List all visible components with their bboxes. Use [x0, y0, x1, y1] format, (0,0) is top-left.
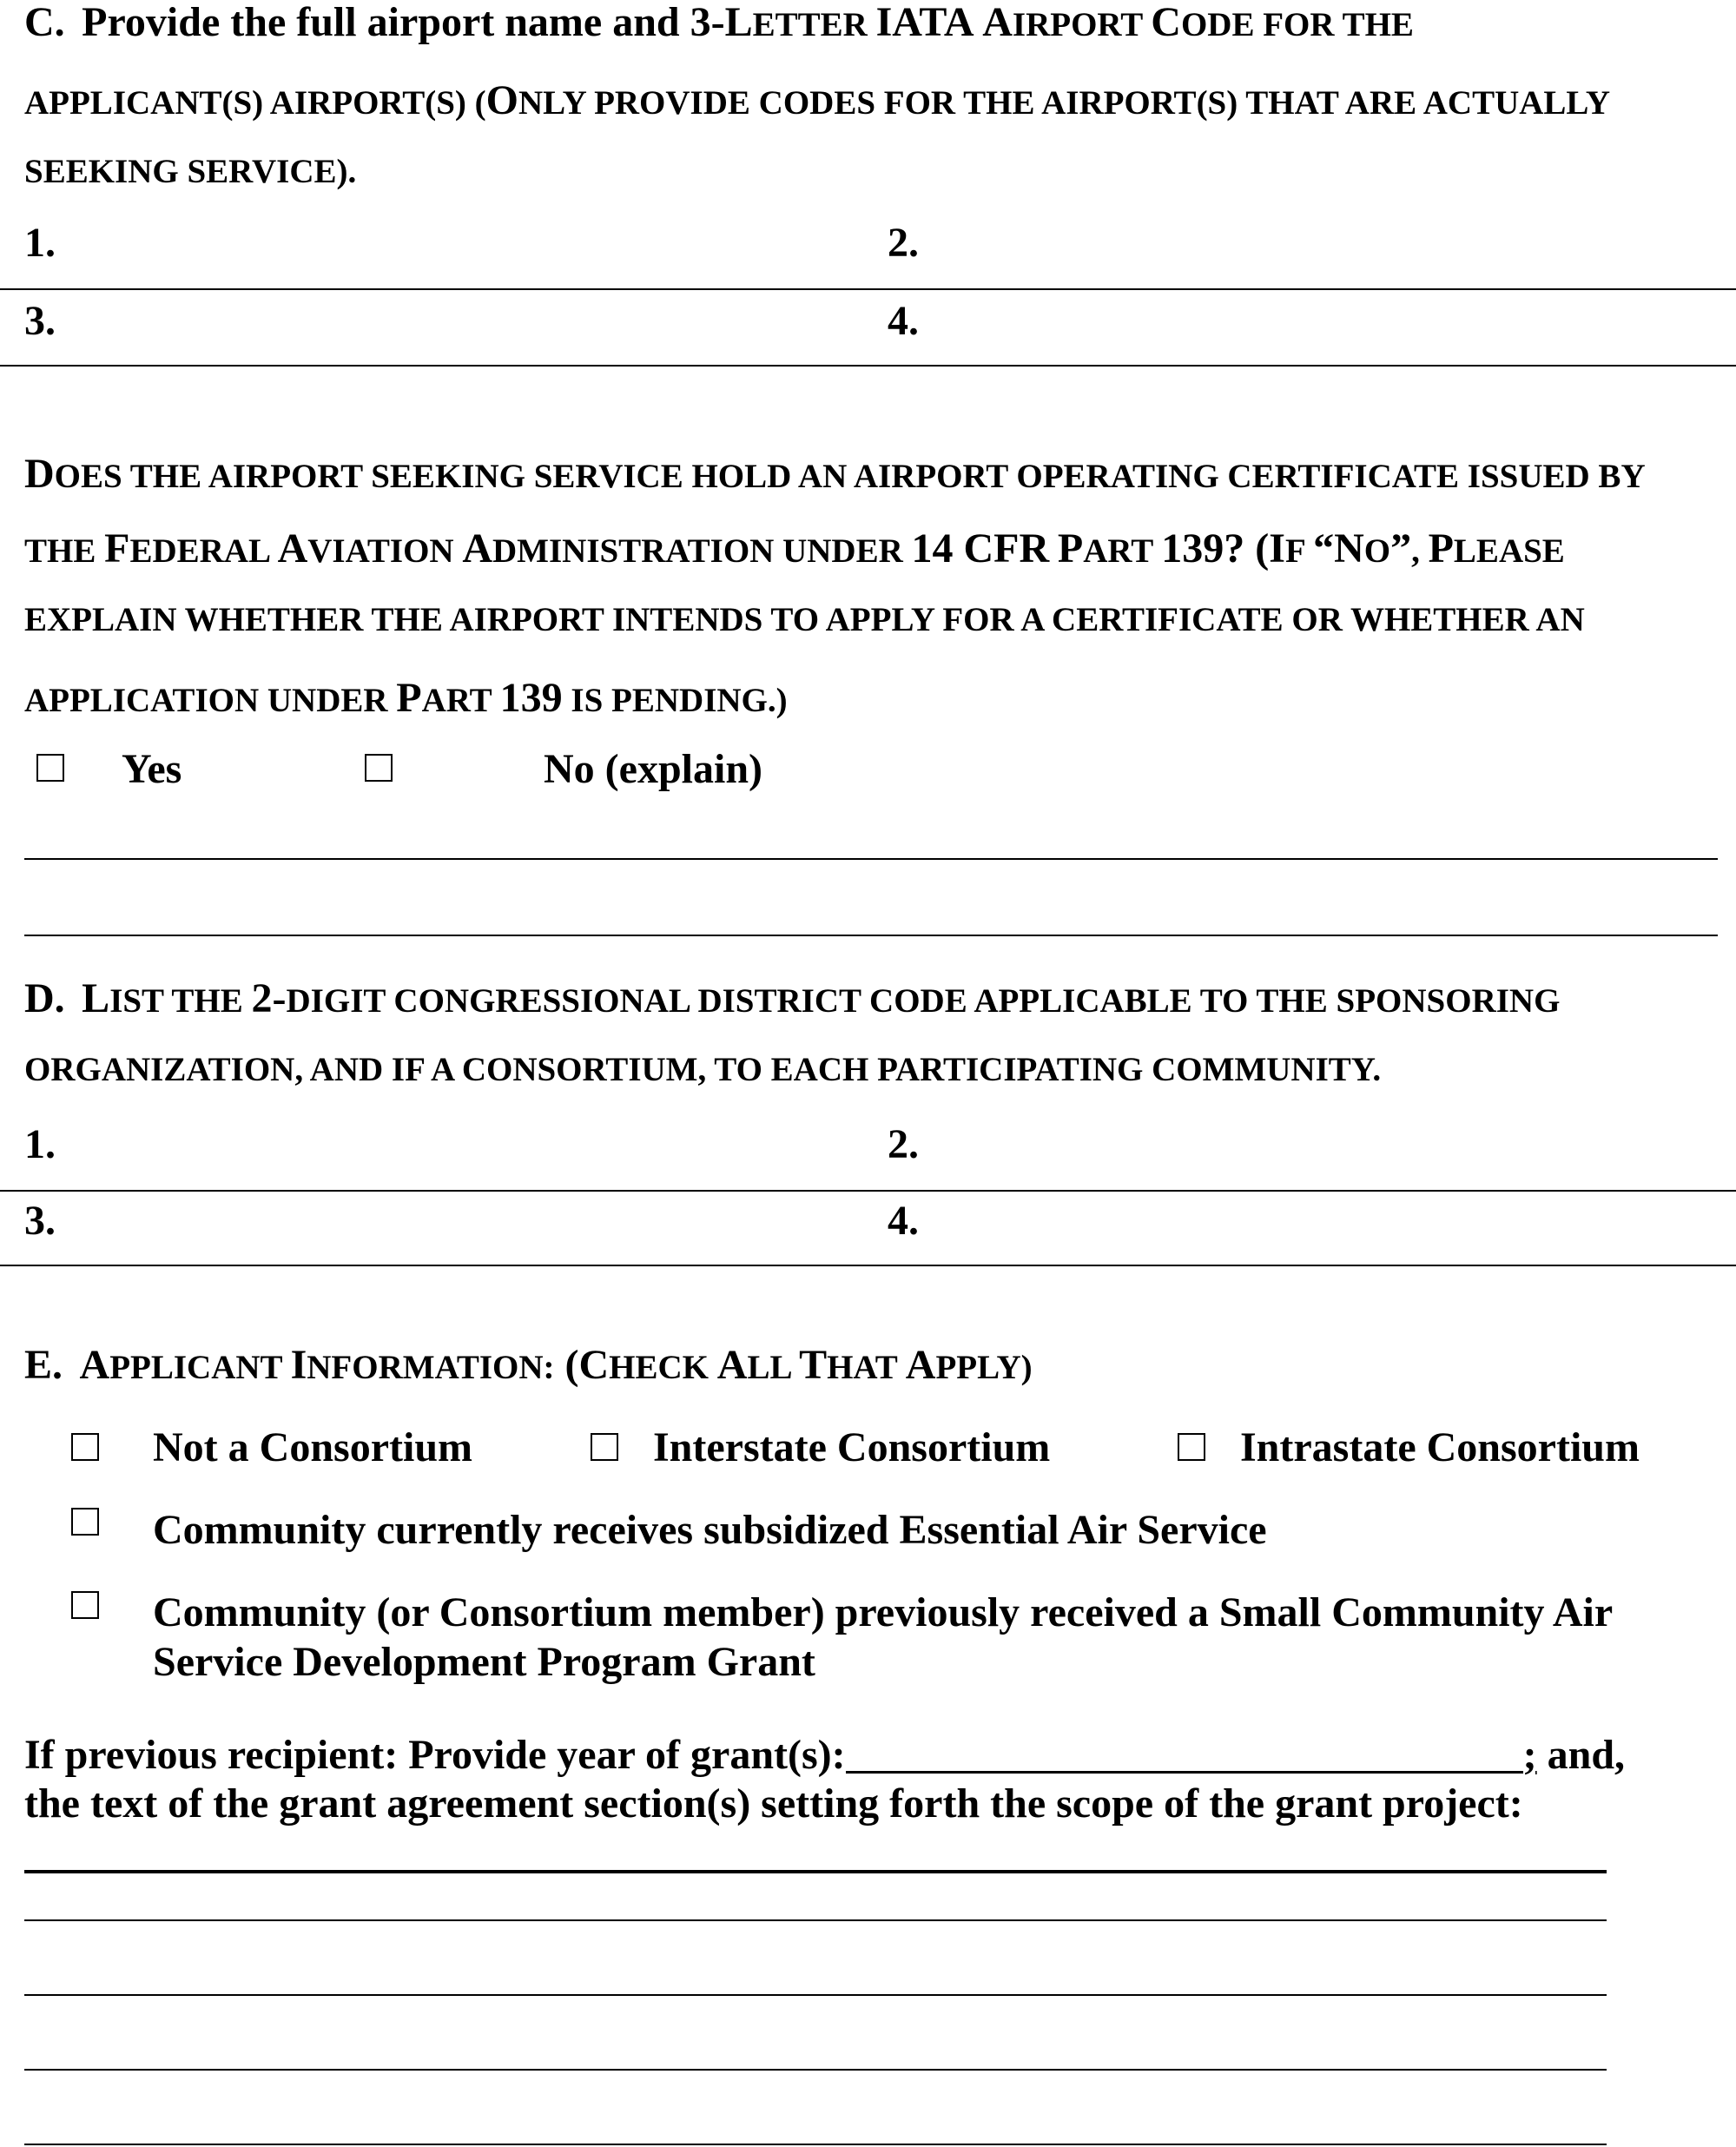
explain-line-1[interactable] [24, 858, 1718, 860]
interstate-consortium-checkbox[interactable] [591, 1433, 618, 1461]
section-d-field-row2-line[interactable] [0, 1265, 1736, 1266]
cert-question-line1: DOES THE AIRPORT SEEKING SERVICE HOLD AN AIRPORT OPERATING CERTIFICATE ISSUED BY [24, 451, 1646, 497]
section-e-heading: E. APPLICANT INFORMATION: (CHECK ALL THAT APPLY) [24, 1342, 1033, 1388]
yes-label: Yes [122, 746, 182, 792]
cert-question-line2: THE FEDERAL AVIATION ADMINISTRATION UNDER 14 CFR PART 139? (IF “NO”, PLEASE [24, 525, 1565, 571]
intrastate-consortium-label: Intrastate Consortium [1240, 1424, 1640, 1470]
interstate-consortium-label: Interstate Consortium [653, 1424, 1051, 1470]
previous-grant-label-line1: Community (or Consortium member) previously received a Small Community Air [153, 1589, 1614, 1635]
section-d-field-4-label: 4. [888, 1198, 919, 1244]
section-d-field-1-label: 1. [24, 1121, 56, 1167]
section-d-field-3-label: 3. [24, 1198, 56, 1244]
previous-recipient-line1: If previous recipient: Provide year of grant(s): ; and, [24, 1732, 1626, 1778]
not-consortium-label: Not a Consortium [153, 1424, 472, 1470]
section-c-field-2-label: 2. [888, 220, 919, 266]
section-c-field-row1-line[interactable] [0, 288, 1736, 290]
eas-label: Community currently receives subsidized Essential Air Service [153, 1507, 1267, 1553]
section-d-field-row1-line[interactable] [0, 1190, 1736, 1192]
section-c-field-3-label: 3. [24, 298, 56, 344]
section-c-heading-line2: APPLICANT(S) AIRPORT(S) (ONLY PROVIDE CODES FOR THE AIRPORT(S) THAT ARE ACTUALLY [24, 77, 1611, 123]
section-c-heading-line1: C. Provide the full airport name and 3-LETTER IATA AIRPORT CODE FOR THE [24, 0, 1414, 45]
previous-grant-checkbox[interactable] [71, 1591, 99, 1619]
explain-line-2[interactable] [24, 935, 1718, 936]
previous-grant-label-line2: Service Development Program Grant [153, 1639, 815, 1685]
eas-checkbox[interactable] [71, 1508, 99, 1536]
scope-line-2[interactable] [24, 1919, 1607, 1921]
scope-line-5[interactable] [24, 2144, 1607, 2145]
section-d-field-2-label: 2. [888, 1121, 919, 1167]
section-c-field-1-label: 1. [24, 220, 56, 266]
no-checkbox[interactable] [365, 754, 393, 782]
cert-question-line3: EXPLAIN WHETHER THE AIRPORT INTENDS TO APPLY FOR A CERTIFICATE OR WHETHER AN [24, 601, 1585, 638]
cert-question-line4: APPLICATION UNDER PART 139 IS PENDING.) [24, 675, 788, 721]
scope-line-1[interactable] [24, 1870, 1607, 1873]
grant-year-field[interactable] [846, 1736, 1523, 1774]
intrastate-consortium-checkbox[interactable] [1178, 1433, 1205, 1461]
section-d-heading-line2: ORGANIZATION, AND IF A CONSORTIUM, TO EACH PARTICIPATING COMMUNITY. [24, 1051, 1382, 1088]
section-c-heading-line3: SEEKING SERVICE). [24, 153, 357, 190]
yes-checkbox[interactable] [36, 754, 64, 782]
previous-recipient-line2: the text of the grant agreement section(s) setting forth the scope of the grant project: [24, 1780, 1523, 1827]
scope-line-4[interactable] [24, 2069, 1607, 2071]
not-consortium-checkbox[interactable] [71, 1433, 99, 1461]
section-d-heading-line1: D. LIST THE 2-DIGIT CONGRESSIONAL DISTRICT CODE APPLICABLE TO THE SPONSORING [24, 975, 1561, 1021]
no-explain-label: No (explain) [544, 746, 762, 792]
scope-line-3[interactable] [24, 1994, 1607, 1996]
section-c-field-4-label: 4. [888, 298, 919, 344]
section-c-field-row2-line[interactable] [0, 365, 1736, 367]
